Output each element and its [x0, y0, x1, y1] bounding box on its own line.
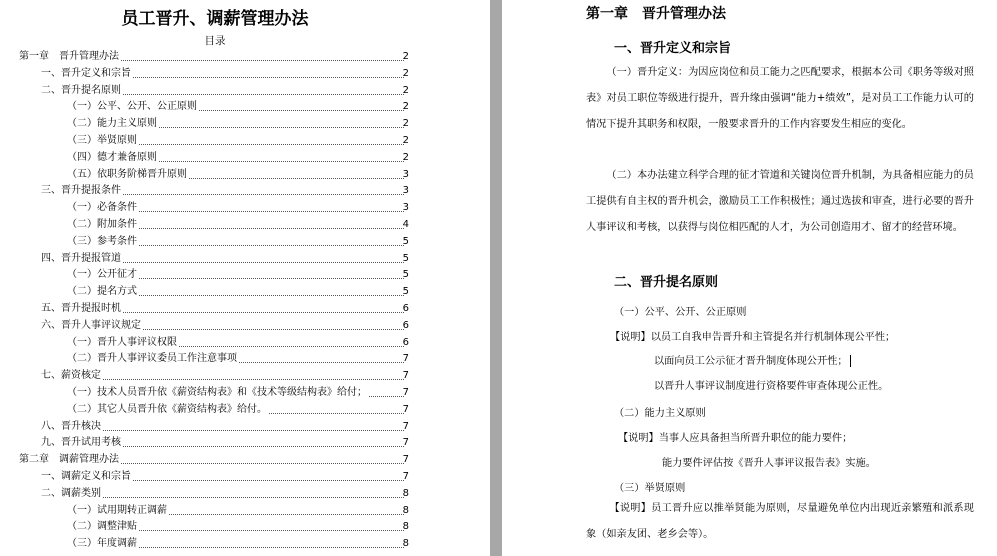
toc-entry-text: （三）年度调薪	[67, 536, 139, 553]
toc-entry-text: 六、晋升人事评议规定	[41, 318, 143, 335]
toc-entry[interactable]	[0, 368, 490, 385]
toc-page-number: 4	[402, 218, 409, 230]
toc-page-number: 5	[402, 235, 409, 247]
toc-entry-text: 第一章 晋升管理办法	[19, 49, 121, 66]
paragraph-mechanism: （二）本办法建立科学合理的征才管道和关键岗位晋升机制，为具备相应能力的员工提供有自主权的晋升机会，激励员工工作积极性；通过选拔和审查，进行必要的晋升人事评议和考核，以获得与岗位相匹配的人才，为公司创造用才、留才的经营环境。	[586, 170, 974, 233]
toc-page-number: 6	[402, 336, 409, 348]
toc-page-number: 2	[402, 67, 409, 79]
toc-entry-text: （一）晋升人事评议权限	[67, 335, 179, 352]
toc-entry-text: 七、薪资核定	[41, 368, 103, 385]
chapter-title: 第一章 晋升管理办法	[586, 6, 726, 22]
toc-page-number: 2	[402, 118, 409, 130]
toc-entry[interactable]	[0, 217, 490, 234]
toc-entry-text: （一）公开征才	[67, 267, 139, 284]
principle-item-merit: （三）举贤原则	[614, 483, 686, 494]
toc-entry[interactable]	[0, 335, 490, 352]
toc-entry-text: 一、调薪定义和宗旨	[41, 469, 133, 486]
toc-page-number: 2	[402, 51, 409, 62]
toc-entry-text: 第二章 调薪管理办法	[19, 452, 121, 469]
toc-page-number: 7	[402, 370, 409, 382]
toc-entry-text: （三）举贤原则	[67, 133, 139, 150]
toc-entry[interactable]	[0, 452, 490, 469]
toc-entry[interactable]	[0, 200, 490, 217]
toc-entry[interactable]	[0, 251, 490, 268]
text-cursor	[850, 355, 851, 367]
toc-page-number: 8	[402, 538, 409, 550]
toc-entry[interactable]	[0, 99, 490, 116]
toc-page-number: 7	[402, 353, 409, 365]
toc-entry-text: （二）晋升人事评议委员工作注意事项	[67, 351, 239, 368]
toc-entry-text: （二）附加条件	[67, 217, 139, 234]
toc-entry[interactable]	[0, 419, 490, 436]
toc-page-number: 5	[402, 286, 409, 298]
toc-entry[interactable]	[0, 150, 490, 167]
note-ability: 【说明】当事人应具备担当所晋升职位的能力要件；	[618, 433, 853, 444]
toc-entry[interactable]	[0, 133, 490, 150]
toc-entry[interactable]	[0, 469, 490, 486]
toc-page-number: 6	[402, 319, 409, 331]
toc-entry[interactable]	[0, 234, 490, 251]
toc-entry-text: （一）技术人员晋升依《薪资结构表》和《技术等级结构表》给付；	[67, 385, 369, 402]
toc-entry[interactable]	[0, 402, 490, 419]
toc-entry-text: （三）参考条件	[67, 234, 139, 251]
principle-item-ability: （二）能力主义原则	[614, 408, 706, 419]
toc-page-number: 2	[402, 134, 409, 146]
toc-entry-text: （一）试用期转正调薪	[67, 503, 169, 520]
paragraph-definition: （一）晋升定义：为因应岗位和员工能力之匹配要求，根据本公司《职务等级对照表》对员工职位等级进行提升，晋升缘由强调“能力+绩效”，是对员工工作能力认可的情况下提升其职务和权限，一般要求晋升的工作内容要发生相应的变化。	[586, 67, 974, 130]
toc-entry[interactable]	[0, 83, 490, 100]
toc-entry[interactable]	[0, 116, 490, 133]
toc-entry-text: （二）能力主义原则	[67, 116, 159, 133]
toc-entry[interactable]	[0, 284, 490, 301]
toc-page-number: 2	[402, 84, 409, 96]
toc-page-number: 8	[402, 504, 409, 516]
toc-page-number: 5	[402, 252, 409, 264]
toc-entry[interactable]	[0, 536, 490, 553]
toc-entry-text: 九、晋升试用考核	[41, 435, 123, 452]
toc-page-number: 7	[402, 386, 409, 398]
note-ability-line2: 能力要件评估按《晋升人事评议报告表》实施。	[662, 458, 876, 469]
toc-page-number: 5	[402, 269, 409, 281]
toc-page-number: 7	[402, 470, 409, 482]
right-document-page	[502, 0, 997, 556]
toc-entry-text: （一）必备条件	[67, 200, 139, 217]
toc-entry[interactable]	[0, 351, 490, 368]
toc-page-number: 2	[402, 101, 409, 113]
toc-entry[interactable]	[0, 486, 490, 503]
toc-entry-text: （一）公平、公开、公正原则	[67, 99, 199, 116]
toc-entry-text: 四、晋升提报管道	[41, 251, 123, 268]
section-title-2: 二、晋升提名原则	[614, 275, 719, 290]
toc-entry-text: 八、晋升核决	[41, 419, 103, 436]
toc-page-number: 6	[402, 302, 409, 314]
left-document-page	[0, 0, 490, 556]
toc-page-number: 7	[402, 437, 409, 449]
note-fairness: 【说明】以员工自我申告晋升和主管提名并行机制体现公平性；	[610, 332, 896, 343]
toc-page-number: 2	[402, 151, 409, 163]
note-fairness-line2-text: 以面向员工公示征才晋升制度体现公开性；	[654, 356, 848, 367]
toc-entry[interactable]	[0, 519, 490, 536]
document-title: 员工晋升、调薪管理办法	[121, 9, 309, 29]
toc-page-number: 3	[402, 168, 409, 180]
toc-entry-text: 二、晋升提名原则	[41, 83, 123, 100]
toc-entry-text: （二）提名方式	[67, 284, 139, 301]
toc-page-number: 8	[402, 487, 409, 499]
toc-entry-text: 三、晋升提报条件	[41, 183, 123, 200]
table-of-contents	[0, 49, 490, 553]
toc-entry-text: （五）依职务阶梯晋升原则	[67, 167, 189, 184]
toc-entry-text: （二）其它人员晋升依《薪资结构表》给付。	[67, 402, 269, 419]
note-fairness-line3: 以晋升人事评议制度进行资格要件审查体现公正性。	[654, 381, 889, 392]
toc-page-number: 7	[402, 403, 409, 415]
toc-page-number: 7	[402, 454, 409, 466]
toc-entry-text: （四）德才兼备原则	[67, 150, 159, 167]
toc-entry[interactable]	[0, 435, 490, 452]
section-title-1: 一、晋升定义和宗旨	[614, 41, 732, 56]
toc-entry[interactable]	[0, 301, 490, 318]
toc-page-number: 7	[402, 420, 409, 432]
toc-entry[interactable]	[0, 49, 490, 66]
toc-page-number: 8	[402, 521, 409, 533]
toc-entry[interactable]	[0, 385, 490, 402]
toc-entry-text: 二、调薪类别	[41, 486, 103, 503]
note-fairness-line2	[654, 352, 851, 367]
toc-entry-text: （二）调整津贴	[67, 519, 139, 536]
toc-page-number: 3	[402, 202, 409, 214]
toc-entry[interactable]	[0, 318, 490, 335]
toc-heading: 目录	[204, 35, 226, 47]
toc-entry[interactable]	[0, 267, 490, 284]
toc-entry[interactable]	[0, 66, 490, 83]
toc-entry-text: 五、晋升提报时机	[41, 301, 123, 318]
toc-entry-text: 一、晋升定义和宗旨	[41, 66, 133, 83]
note-merit: 【说明】员工晋升应以推举贤能为原则，尽量避免单位内出现近亲繁殖和派系现象（如亲友团、老乡会等）。	[586, 503, 974, 540]
toc-entry[interactable]	[0, 503, 490, 520]
toc-entry[interactable]	[0, 167, 490, 184]
toc-page-number: 3	[402, 185, 409, 197]
principle-item-fairness: （一）公平、公开、公正原则	[614, 307, 747, 318]
toc-entry[interactable]	[0, 183, 490, 200]
